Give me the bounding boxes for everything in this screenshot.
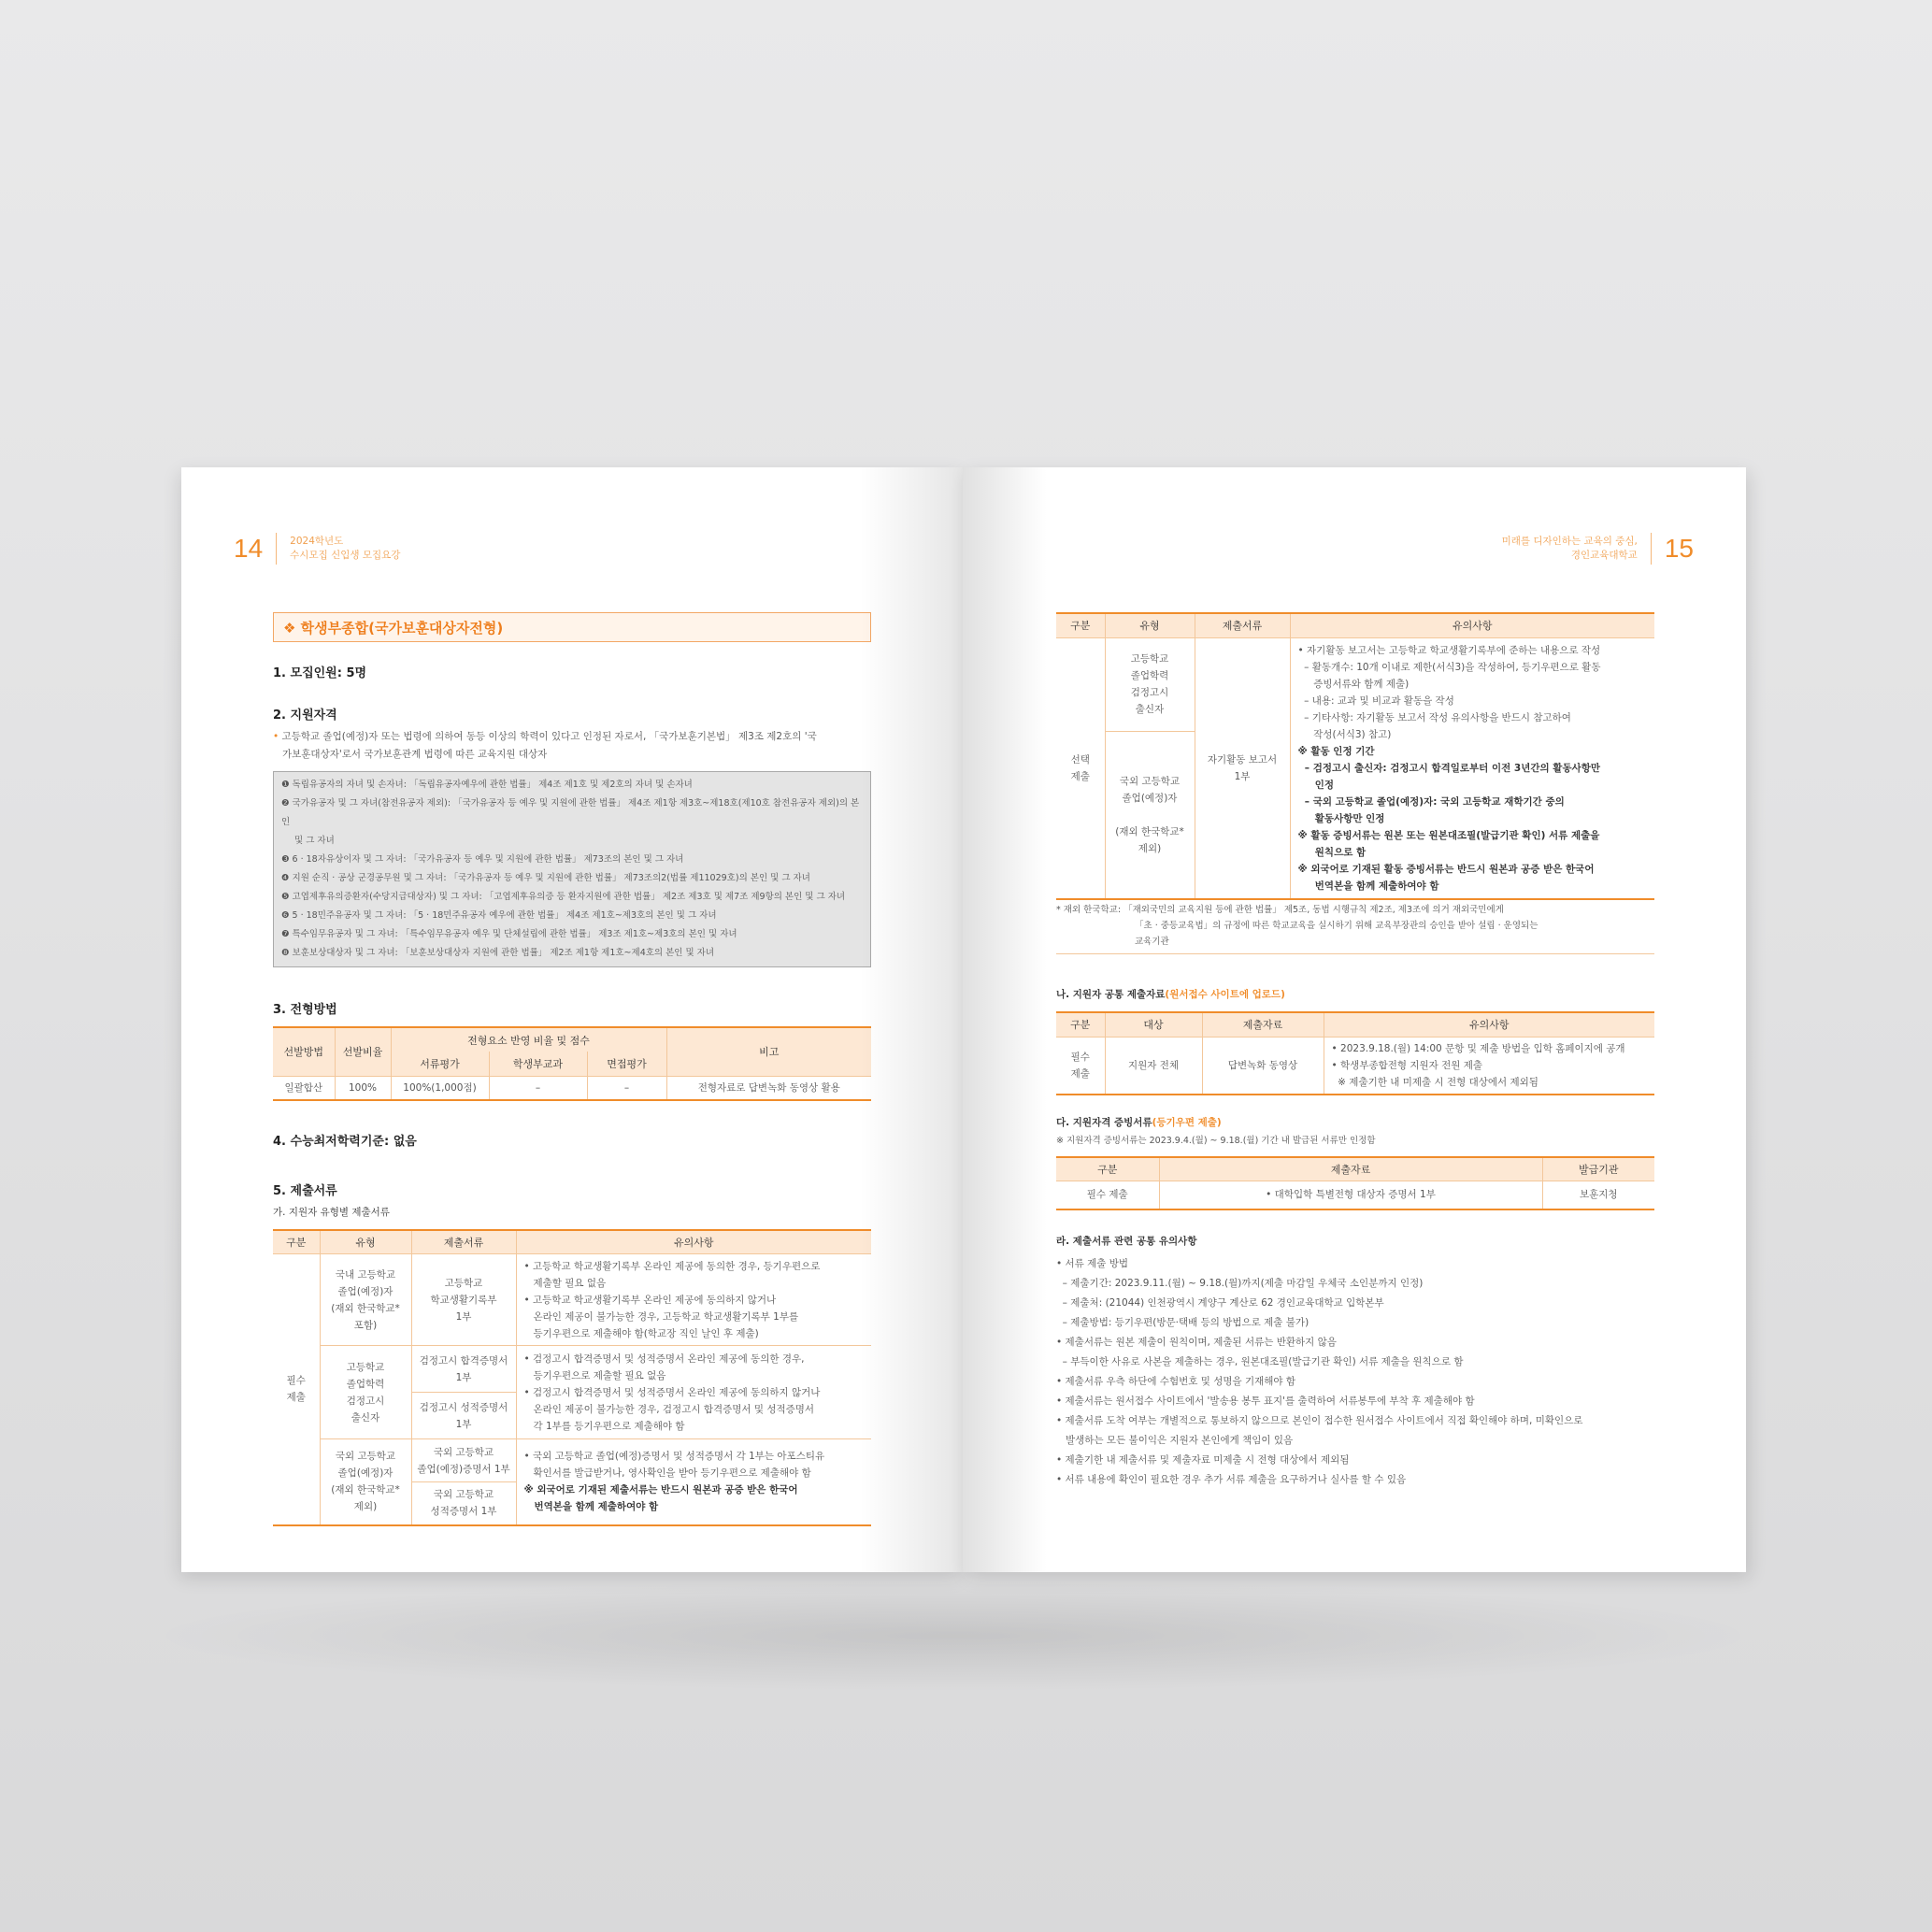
cell-type: 국외 고등학교 졸업(예정)자 (재외 한국학교* 제외) xyxy=(1105,731,1195,899)
col-notes: 유의사항 xyxy=(516,1230,871,1254)
cell: 100% xyxy=(335,1076,391,1100)
right-page xyxy=(963,467,1746,1572)
col-elements: 전형요소 반영 비율 및 점수 xyxy=(391,1027,666,1052)
cell-docs: 고등학교 학교생활기록부 1부 xyxy=(411,1254,516,1346)
col-notes: 유의사항 xyxy=(1290,613,1654,637)
note-line: 번역본을 함께 제출하여야 함 xyxy=(523,1501,659,1513)
heading-common-docs xyxy=(1056,986,1654,1004)
col-ratio: 선발비율 xyxy=(335,1027,391,1076)
cell-type: 국외 고등학교 졸업(예정)자 (재외 한국학교* 제외) xyxy=(320,1439,411,1525)
page-number: 14 xyxy=(234,534,264,563)
note-line: • 검정고시 합격증명서 및 성적증명서 온라인 제공에 동의하지 않거나 xyxy=(523,1386,821,1398)
subheading-documents: 가. 지원자 유형별 제출서류 xyxy=(273,1206,390,1218)
cell-category: 필수 제출 xyxy=(273,1254,320,1525)
common-notes-list xyxy=(1056,1254,1654,1490)
note-line: • 검정고시 합격증명서 및 성적증명서 온라인 제공에 동의한 경우, xyxy=(523,1352,805,1365)
col-doc-eval: 서류평가 xyxy=(391,1052,489,1076)
cell-docs: 검정고시 합격증명서 1부 xyxy=(411,1346,516,1393)
table-row xyxy=(1056,1181,1654,1209)
cell-notes xyxy=(516,1346,871,1439)
optional-docs-table xyxy=(1056,612,1654,900)
cell-notes xyxy=(516,1439,871,1525)
note-line: 등기우편으로 제출해야 함(학교장 직인 날인 후 제출) xyxy=(523,1327,759,1339)
col-material: 제출자료 xyxy=(1159,1157,1542,1181)
col-target: 대상 xyxy=(1105,1012,1202,1037)
heading-documents: 5. 제출서류 xyxy=(273,1183,337,1198)
note-line: 제출할 필요 없음 xyxy=(523,1277,607,1289)
header-doc-title: 수시모집 신입생 모집요강 xyxy=(290,550,401,561)
left-page-header xyxy=(234,533,400,565)
cell-material: 답변녹화 동영상 xyxy=(1202,1037,1324,1095)
qualification-item: ❶ 독립유공자의 자녀 및 손자녀: 「독립유공자예우에 관한 법률」 제4조 제1호 및 제2호의 자녀 및 손자녀 xyxy=(281,780,693,790)
qualification-item: ❹ 지원 순직 · 공상 군경공무원 및 그 자녀: 「국가유공자 등 예우 및 지원에 관한 법률」 제73조의2(법률 제11029호)의 본인 및 그 자녀 xyxy=(281,873,810,883)
list-item: – 제출처: (21044) 인천광역시 계양구 계산로 62 경인교육대학교 입학본부 xyxy=(1056,1296,1384,1309)
list-item: • 제출서류 우측 하단에 수험번호 및 성명을 기재해야 함 xyxy=(1056,1375,1296,1387)
note-line: • 학생부종합전형 지원자 전원 제출 xyxy=(1331,1059,1483,1071)
qualification-item: ❸ 6 · 18자유상이자 및 그 자녀: 「국가유공자 등 예우 및 지원에 관한 법률」 제73조의 본인 및 그 자녀 xyxy=(281,854,684,865)
eligibility-line-2: 가보훈대상자'로서 국가보훈관계 법령에 따른 교육지원 대상자 xyxy=(282,749,548,760)
cell-docs: 검정고시 성적증명서 1부 xyxy=(411,1393,516,1439)
col-issuer: 발급기관 xyxy=(1542,1157,1654,1181)
cell-category: 필수 제출 xyxy=(1056,1037,1105,1095)
note-line: 온라인 제공이 불가능한 경우, 고등학교 학교생활기록부 1부를 xyxy=(523,1310,799,1323)
header-slogan: 미래를 디자인하는 교육의 중심, xyxy=(1501,536,1638,547)
header-year: 2024학년도 xyxy=(290,536,344,547)
note-line: • 국외 고등학교 졸업(예정)증명서 및 성적증명서 각 1부는 아포스티유 xyxy=(523,1451,825,1463)
note-line: ※ 활동 증빙서류는 원본 또는 원본대조필(발급기관 확인) 서류 제출을 xyxy=(1297,829,1600,841)
header-divider xyxy=(276,533,277,565)
col-type: 유형 xyxy=(1105,613,1195,637)
header-university: 경인교육대학교 xyxy=(1570,550,1638,561)
footnote-line: * 재외 한국학교: 「재외국민의 교육지원 등에 관한 법률」 제5조, 동법 시행규칙 제2조, 제3조에 의거 재외국민에게 xyxy=(1056,905,1504,915)
cell-type: 고등학교 졸업학력 검정고시 출신자 xyxy=(1105,637,1195,731)
footnote-line: 교육기관 xyxy=(1135,937,1169,947)
divider xyxy=(1056,953,1654,954)
cell-category: 선택 제출 xyxy=(1056,637,1105,899)
table-row xyxy=(273,1439,871,1482)
note-line: 온라인 제공이 불가능한 경우, 검정고시 합격증명서 및 성적증명서 xyxy=(523,1403,815,1415)
documents-table xyxy=(273,1229,871,1526)
cell-notes xyxy=(1324,1037,1654,1095)
cell: 일괄합산 xyxy=(273,1076,335,1100)
heading-method: 3. 전형방법 xyxy=(273,1003,337,1017)
cell-category: 필수 제출 xyxy=(1056,1181,1159,1209)
cell: – xyxy=(489,1076,587,1100)
eligibility-line-1: 고등학교 졸업(예정)자 또는 법령에 의하여 동등 이상의 학력이 있다고 인정된 자로서, 「국가보훈기본법」 제3조 제2호의 '국 xyxy=(281,731,817,742)
note-line: 활동사항만 인정 xyxy=(1297,812,1385,824)
note-line: ※ 제출기한 내 미제출 시 전형 대상에서 제외됨 xyxy=(1331,1076,1538,1088)
list-item: • 제출서류는 원본 제출이 원칙이며, 제출된 서류는 반환하지 않음 xyxy=(1056,1336,1337,1348)
heading-text: 다. 지원자격 증빙서류 xyxy=(1056,1116,1152,1128)
col-docs: 제출서류 xyxy=(1195,613,1290,637)
qualification-item: ❺ 고엽제후유의증환자(수당지급대상자) 및 그 자녀: 「고엽제후유의증 등 환자지원에 관한 법률」 제2조 제3호 및 제7조 제9항의 본인 및 그 자녀 xyxy=(281,892,846,902)
list-item: • 제출서류 도착 여부는 개별적으로 통보하지 않으므로 본인이 접수한 원서접수 사이트에서 직접 확인해야 하며, 미확인으로 xyxy=(1056,1414,1583,1426)
col-category: 구분 xyxy=(1056,613,1105,637)
method-table xyxy=(273,1026,871,1101)
col-school-record: 학생부교과 xyxy=(489,1052,587,1076)
note-line: 증빙서류와 함께 제출) xyxy=(1297,678,1410,690)
note-line: – 기타사항: 자기활동 보고서 작성 유의사항을 반드시 참고하여 xyxy=(1297,711,1571,723)
list-item: • 제출서류는 원서접수 사이트에서 '발송용 봉투 표지'를 출력하여 서류봉투에 부착 후 제출해야 함 xyxy=(1056,1395,1475,1407)
list-item: • 제출기한 내 제출서류 및 제출자료 미제출 시 전형 대상에서 제외됨 xyxy=(1056,1453,1350,1466)
list-item: • 서류 내용에 확인이 필요한 경우 추가 서류 제출을 요구하거나 실사를 할 수 있음 xyxy=(1056,1473,1407,1485)
table-row xyxy=(1056,1037,1654,1095)
qualification-item: ❼ 특수임무유공자 및 그 자녀: 「특수임무유공자 예우 및 단체설립에 관한 법률」 제3조 제1호~제3호의 본인 및 자녀 xyxy=(281,929,737,939)
right-content xyxy=(1056,612,1654,1490)
cell-notes xyxy=(516,1254,871,1346)
qualification-item: ❷ 국가유공자 및 그 자녀(참전유공자 제외): 「국가유공자 등 예우 및 지원에 관한 법률」 제4조 제1항 제3호~제18호(제10호 참전유공자 제외)의 본인 xyxy=(281,798,860,827)
note-line: – 국외 고등학교 졸업(예정)자: 국외 고등학교 재학기간 중의 xyxy=(1297,795,1565,808)
note-line: 확인서를 발급받거나, 영사확인을 받아 등기우편으로 제출해야 함 xyxy=(523,1467,811,1480)
cell: – xyxy=(587,1076,666,1100)
floor-shadow xyxy=(140,1580,1767,1692)
heading-highlight: (등기우편 제출) xyxy=(1152,1116,1222,1128)
note-line: 작성(서식3) 참고) xyxy=(1297,728,1392,740)
heading-highlight: (원서접수 사이트에 업로드) xyxy=(1165,989,1285,1000)
note-line: – 활동개수: 10개 이내로 제한(서식3)을 작성하여, 등기우편으로 활동 xyxy=(1297,661,1601,673)
note-line: 인정 xyxy=(1297,779,1335,791)
header-subtitle xyxy=(1502,535,1638,563)
note-line: ※ 활동 인정 기간 xyxy=(1297,745,1375,757)
header-divider xyxy=(1651,533,1652,565)
header-subtitle xyxy=(290,535,400,563)
heading-common-notes: 라. 제출서류 관련 공통 유의사항 xyxy=(1056,1235,1197,1247)
cell-docs: 국외 고등학교 졸업(예정)증명서 1부 xyxy=(411,1439,516,1482)
cell: 전형자료로 답변녹화 동영상 활용 xyxy=(666,1076,871,1100)
col-note: 비고 xyxy=(666,1027,871,1076)
cell-docs: 자기활동 보고서 1부 xyxy=(1195,637,1290,899)
note-line: – 검정고시 출신자: 검정고시 합격일로부터 이전 3년간의 활동사항만 xyxy=(1297,762,1601,774)
note-line: • 2023.9.18.(월) 14:00 문항 및 제출 방법을 입학 홈페이지에 공개 xyxy=(1331,1042,1625,1054)
qualification-item: ❽ 보훈보상대상자 및 그 자녀: 「보훈보상대상자 지원에 관한 법률」 제2조 제1항 제1호~제4호의 본인 및 자녀 xyxy=(281,948,715,958)
col-category: 구분 xyxy=(273,1230,320,1254)
note-line: 각 1부를 등기우편으로 제출해야 함 xyxy=(523,1420,685,1432)
note-line: 등기우편으로 제출할 필요 없음 xyxy=(523,1369,666,1381)
note-line: ※ 외국어로 기재된 제출서류는 반드시 원본과 공증 받은 한국어 xyxy=(523,1484,798,1496)
heading-proof-docs xyxy=(1056,1114,1654,1132)
qualification-item: 및 그 자녀 xyxy=(294,836,335,846)
footnote-line: 「초 · 중등교육법」의 규정에 따른 학교교육을 실시하기 위해 교육부장관의 승인을 받아 설립 · 운영되는 xyxy=(1135,921,1538,931)
cell: 100%(1,000점) xyxy=(391,1076,489,1100)
col-material: 제출자료 xyxy=(1202,1012,1324,1037)
note-line: 번역본을 함께 제출하여야 함 xyxy=(1297,880,1439,892)
col-notes: 유의사항 xyxy=(1324,1012,1654,1037)
note-line: ※ 외국어로 기재된 활동 증빙서류는 반드시 원본과 공증 받은 한국어 xyxy=(1297,863,1595,875)
cell-type: 고등학교 졸업학력 검정고시 출신자 xyxy=(320,1346,411,1439)
table-row xyxy=(273,1254,871,1346)
list-item: • 서류 제출 방법 xyxy=(1056,1257,1129,1269)
note-line: • 자기활동 보고서는 고등학교 학교생활기록부에 준하는 내용으로 작성 xyxy=(1297,644,1601,656)
qualification-item: ❻ 5 · 18민주유공자 및 그 자녀: 「5 · 18민주유공자 예우에 관한 법률」 제4조 제1호~제3호의 본인 및 그 자녀 xyxy=(281,910,717,921)
note-line: 원칙으로 함 xyxy=(1297,846,1367,858)
table-row xyxy=(273,1346,871,1393)
list-item: – 제출방법: 등기우편(방문·택배 등의 방법으로 제출 불가) xyxy=(1056,1316,1309,1328)
cell-material: • 대학입학 특별전형 대상자 증명서 1부 xyxy=(1159,1181,1542,1209)
proof-docs-note: ※ 지원자격 증빙서류는 2023.9.4.(월) ~ 9.18.(월) 기간 내 발급된 서류만 인정함 xyxy=(1056,1135,1376,1146)
heading-recruitment: 1. 모집인원: 5명 xyxy=(273,666,367,680)
col-selection: 선발방법 xyxy=(273,1027,335,1076)
qualification-list xyxy=(273,771,871,967)
cell-issuer: 보훈지청 xyxy=(1542,1181,1654,1209)
cell-docs: 국외 고등학교 성적증명서 1부 xyxy=(411,1482,516,1525)
common-docs-table xyxy=(1056,1011,1654,1095)
col-docs: 제출서류 xyxy=(411,1230,516,1254)
cell-notes xyxy=(1290,637,1654,899)
list-item: – 제출기간: 2023.9.11.(월) ~ 9.18.(월)까지(제출 마감일 우체국 소인분까지 인정) xyxy=(1056,1277,1424,1289)
page-number: 15 xyxy=(1664,534,1694,563)
col-type: 유형 xyxy=(320,1230,411,1254)
left-page xyxy=(181,467,963,1572)
note-line: • 고등학교 학교생활기록부 온라인 제공에 동의하지 않거나 xyxy=(523,1294,777,1306)
right-page-header xyxy=(1502,533,1694,565)
left-content xyxy=(273,612,871,1526)
footnote xyxy=(1056,902,1654,950)
list-item: – 부득이한 사유로 사본을 제출하는 경우, 원본대조필(발급기관 확인) 서류 제출을 원칙으로 함 xyxy=(1056,1355,1464,1367)
col-category: 구분 xyxy=(1056,1157,1159,1181)
cell-target: 지원자 전체 xyxy=(1105,1037,1202,1095)
note-line: • 고등학교 학교생활기록부 온라인 제공에 동의한 경우, 등기우편으로 xyxy=(523,1260,821,1272)
table-row xyxy=(273,1076,871,1100)
table-row xyxy=(1056,637,1654,731)
col-category: 구분 xyxy=(1056,1012,1105,1037)
col-interview: 면접평가 xyxy=(587,1052,666,1076)
heading-text: 나. 지원자 공통 제출자료 xyxy=(1056,989,1166,1000)
cell-type: 국내 고등학교 졸업(예정)자 (재외 한국학교* 포함) xyxy=(320,1254,411,1346)
list-item: 발생하는 모든 불이익은 지원자 본인에게 책임이 있음 xyxy=(1056,1434,1294,1446)
heading-eligibility: 2. 지원자격 xyxy=(273,708,337,723)
eligibility-text: • 고등학교 졸업(예정)자 또는 법령에 의하여 동등 이상의 학력이 있다고 인정된 자로서, 「국가보훈기본법」 제3조 제2호의 '국 가보훈대상자'로서 국가보훈관계 법령에 따른 교육지원 대상자 xyxy=(273,728,871,764)
heading-csat: 4. 수능최저학력기준: 없음 xyxy=(273,1134,417,1149)
note-line: – 내용: 교과 및 비교과 활동을 작성 xyxy=(1297,694,1454,707)
proof-docs-table xyxy=(1056,1156,1654,1210)
section-title: ❖ 학생부종합(국가보훈대상자전형) xyxy=(273,612,871,642)
